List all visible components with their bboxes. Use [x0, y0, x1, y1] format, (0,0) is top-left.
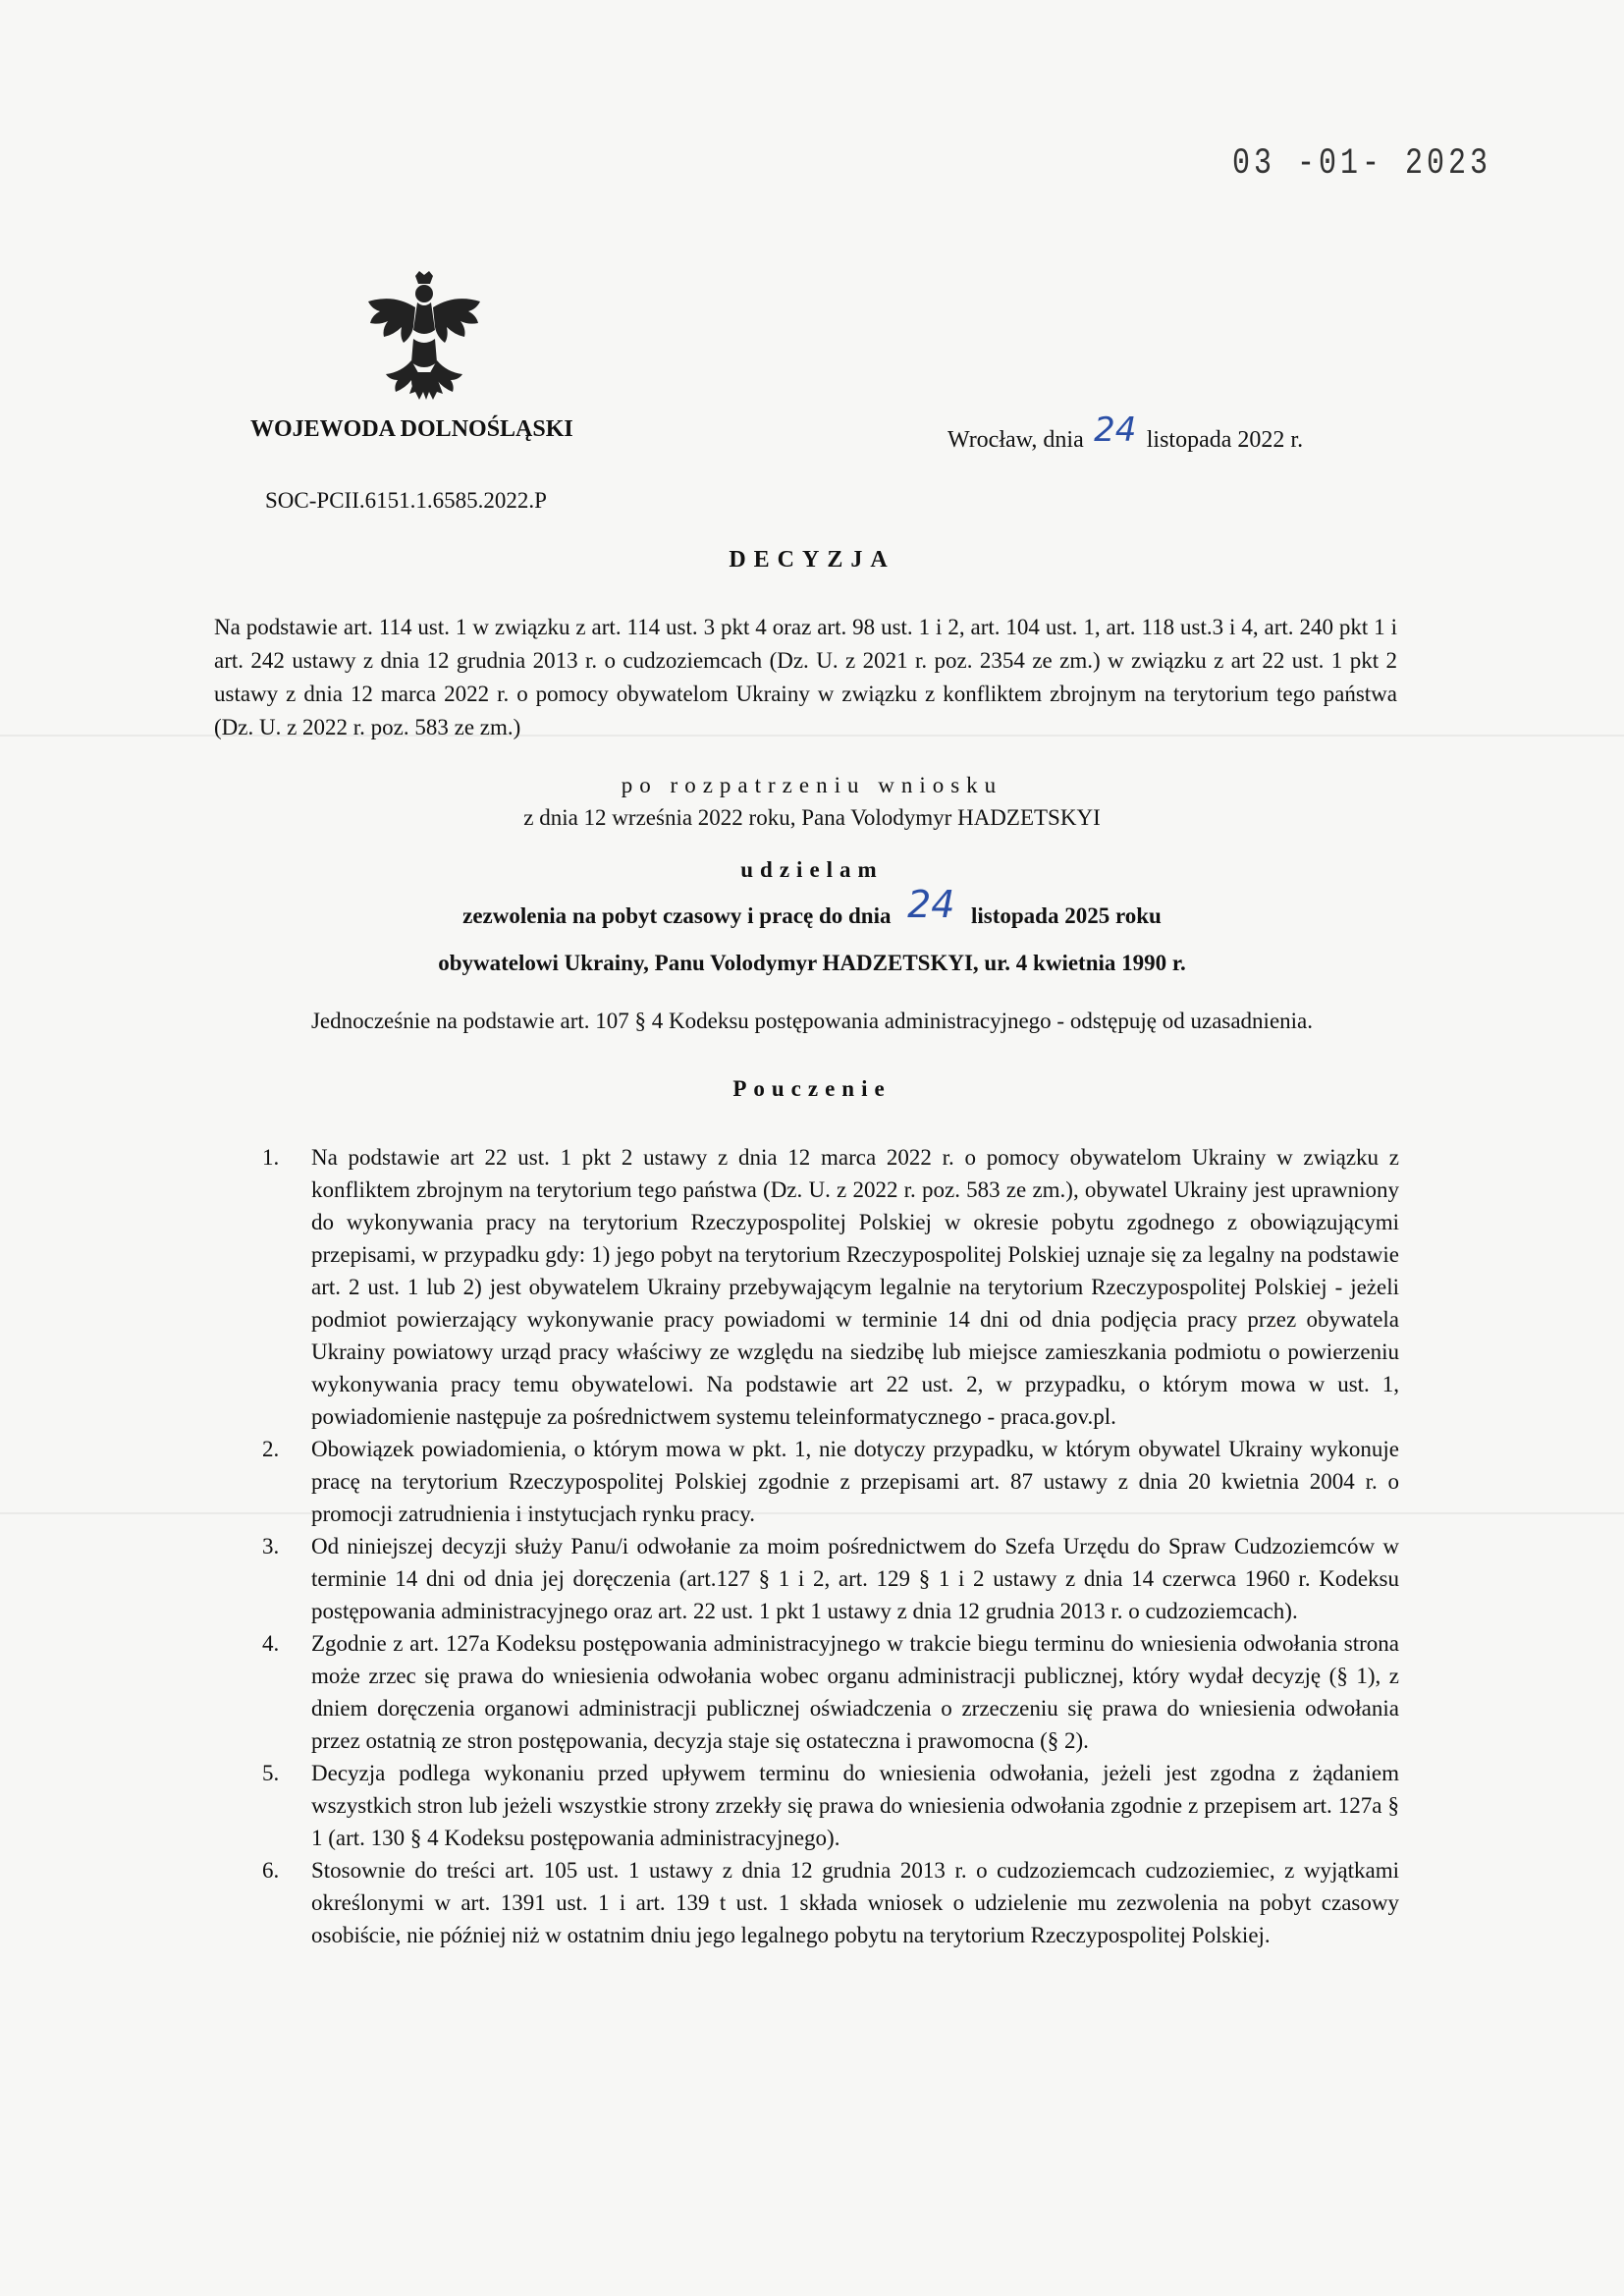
item-number: 4.: [262, 1631, 280, 1656]
list-item: [241, 1757, 1399, 1854]
item-text: Obowiązek powiadomienia, o którym mowa w pkt. 1, nie dotyczy przypadku, w którym obywatel Ukrainy wykonuje pracę na terytorium Rzeczypospolitej Polskiej zgodnie z przepisami art. 87 ustawy z dnia 20 kwietnia 2004 r. o promocji zatrudnienia i instytucjach rynku pracy.: [311, 1437, 1399, 1526]
list-item: [241, 1433, 1399, 1530]
instruction-heading: Pouczenie: [732, 1076, 892, 1101]
list-item: [241, 1530, 1399, 1627]
item-text: Na podstawie art 22 ust. 1 pkt 2 ustawy z dnia 12 marca 2022 r. o pomocy obywatelom Ukrainy w związku z konfliktem zbrojnym na terytorium tego państwa (Dz. U. z 2022 r. poz. 583 ze zm.), obywatel Ukrainy jest uprawniony do wykonywania pracy na terytorium Rzeczypospolitej Polskiej w okresie pobytu zgodnego z obowiązującymi przepisami, w przypadku gdy: 1) jego pobyt na terytorium Rzeczypospolitej Polskiej uznaje się za legalny na podstawie art. 2 ust. 1 lub 2) jest obywatelem Ukrainy przebywającym legalnie na terytorium Rzeczypospolitej Polskiej - jeżeli podmiot powierzający wykonywanie pracy powiadomi w terminie 14 dni od dnia podjęcia pracy przez obywatela Ukrainy powiatowy urząd pracy właściwy ze względu na siedzibę lub miejsce zamieszkania podmiotu o powierzeniu wykonywania pracy temu obywatelowi. Na podstawie art 22 ust. 2, w przypadku, o którym mowa w ust. 1, powiadomienie następuje za pośrednictwem systemu teleinformatycznego - praca.gov.pl.: [311, 1145, 1399, 1429]
list-item: [241, 1627, 1399, 1757]
item-text: Zgodnie z art. 127a Kodeksu postępowania administracyjnego w trakcie biegu terminu do wniesienia odwołania strona może zrzec się prawa do wniesienia odwołania wobec organu administracji publicznej, który wydał decyzję (§ 1), z dniem doręczenia organowi administracji publicznej oświadczenia o zrzeczeniu się prawa do wniesienia odwołania przez ostatnią ze stron postępowania, decyzja staje się ostateczna i prawomocna (§ 2).: [311, 1631, 1399, 1753]
justification-waiver: Jednocześnie na podstawie art. 107 § 4 Kodeksu postępowania administracyjnego - odstępuję od uzasadnienia.: [310, 1009, 1314, 1033]
item-text: Decyzja podlega wykonaniu przed upływem terminu do wniesienia odwołania, jeżeli jest zgodna z żądaniem wszystkich stron lub jeżeli wszystkie strony zrzekły się prawa do wniesienia odwołania zgodnie z przepisem art. 127a § 1 (art. 130 § 4 Kodeksu postępowania administracyjnego).: [311, 1761, 1399, 1850]
item-number: 6.: [262, 1858, 280, 1883]
instruction-list: [241, 1141, 1399, 1951]
received-date-stamp: 03 -01- 2023: [1232, 142, 1492, 186]
item-number: 1.: [262, 1145, 280, 1170]
after-review-line: po rozpatrzeniu wniosku: [621, 773, 1003, 797]
permit-line: [0, 883, 1624, 932]
legal-basis-paragraph: Na podstawie art. 114 ust. 1 w związku z art. 114 ust. 3 pkt 4 oraz art. 98 ust. 1 i 2, art. 104 ust. 1, art. 118 ust.3 i 4, art. 240 pkt 1 i art. 242 ustawy z dnia 12 grudnia 2013 r. o cudzoziemcach (Dz. U. z 2021 r. poz. 2354 ze zm.) w związku z art 22 ust. 1 pkt 2 ustawy z dnia 12 marca 2022 r. o pomocy obywatelom Ukrainy w związku z konfliktem zbrojnym na terytorium tego państwa (Dz. U. z 2022 r. poz. 583 ze zm.): [214, 615, 1397, 739]
item-text: Od niniejszej decyzji służy Panu/i odwołanie za moim pośrednictwem do Szefa Urzędu do Spraw Cudzoziemców w terminie 14 dni od dnia jej doręczenia (art.127 § 1 i 2, art. 129 § 1 i 2 ustawy z dnia 14 czerwca 1960 r. Kodeksu postępowania administracyjnego oraz art. 22 ust. 1 pkt 1 ustawy z dnia 12 grudnia 2013 r. o cudzoziemcach).: [311, 1534, 1399, 1623]
permit-suffix: listopada 2025 roku: [971, 903, 1162, 928]
date-suffix: listopada 2022 r.: [1146, 427, 1304, 453]
case-number: SOC-PCII.6151.1.6585.2022.P: [265, 488, 547, 513]
recipient-line: obywatelowi Ukrainy, Panu Volodymyr HADZETSKYI, ur. 4 kwietnia 1990 r.: [438, 951, 1186, 975]
handwritten-day: 24: [1094, 410, 1137, 450]
place-prefix: Wrocław, dnia: [947, 427, 1084, 453]
item-text: Stosownie do treści art. 105 ust. 1 ustawy z dnia 12 grudnia 2013 r. o cudzoziemcach cudzoziemiec, z wyjątkami określonymi w art. 1391 ust. 1 i art. 139 t ust. 1 składa wniosek o udzielenie mu zezwolenia na pobyt czasowy osobiście, nie później niż w ostatnim dniu jego legalnego pobytu na terytorium Rzeczypospolitej Polskiej.: [311, 1858, 1399, 1947]
list-item: [241, 1141, 1399, 1433]
item-number: 5.: [262, 1761, 280, 1785]
item-number: 3.: [262, 1534, 280, 1558]
item-number: 2.: [262, 1437, 280, 1461]
handwritten-permit-day: 24: [907, 883, 955, 926]
list-item: [241, 1854, 1399, 1951]
polish-eagle-emblem-icon: [358, 270, 491, 408]
place-and-date: [947, 410, 1304, 456]
grant-line: udzielam: [740, 857, 884, 882]
application-line: z dnia 12 września 2022 roku, Pana Volodymyr HADZETSKYI: [523, 805, 1101, 830]
document-title: DECYZJA: [729, 547, 895, 573]
issuing-authority: WOJEWODA DOLNOŚLĄSKI: [250, 416, 573, 442]
permit-prefix: zezwolenia na pobyt czasowy i pracę do dnia: [462, 903, 892, 928]
